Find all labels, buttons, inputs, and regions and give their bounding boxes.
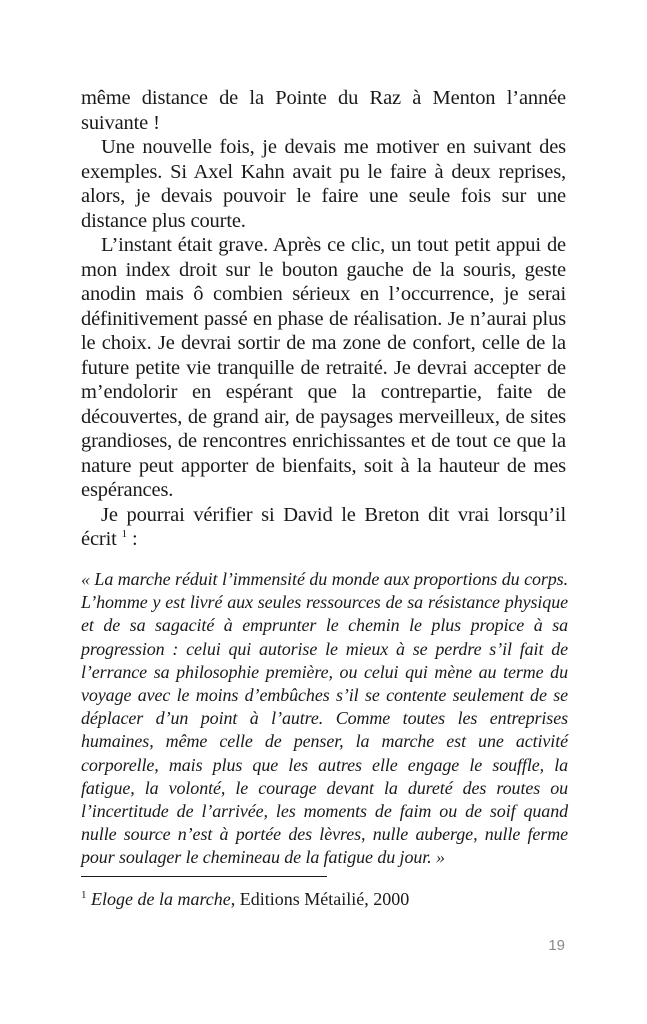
block-quote: « La marche réduit l’immensité du monde aux proportions du corps. L’homme y est livré aux seules ressources de sa résistance physique et de sa sagacité à emprunter le chemin le plus propice à sa progression : celui qui autorise le mieux à se perdre s’il fait de l’errance sa philosophie première, ou celui qui mène au terme du voyage avec le moins d’embûches s’il se contente seulement de se déplacer d’un point à l’autre. Comme toutes les entreprises humaines, même celle de penser, la marche est une activité corporelle, mais plus que les autres elle engage le souffle, la fatigue, la volonté, le courage devant la dureté des routes ou l’incertitude de l’arrivée, les moments de faim ou de soif quand nulle source n’est à portée des lèvres, nulle auberge, nulle ferme pour soulager le chemineau de la fatigue du jour. » <box>81 569 568 868</box>
paragraph-intro-quote <box>81 503 566 552</box>
footnote-book-title: Eloge de la marche <box>91 889 231 909</box>
footnote-number: 1 <box>81 889 87 901</box>
footnote-details: , Editions Métailié, 2000 <box>230 889 410 909</box>
footnote-reference[interactable]: 1 <box>121 528 128 541</box>
page-number: 19 <box>548 937 565 954</box>
paragraph: L’instant était grave. Après ce clic, un tout petit appui de mon index droit sur le bouton gauche de la souris, geste anodin mais ô combien sérieux en l’occurrence, je serai définitivement passé en phase de réalisation. Je n’aurai plus le choix. Je devrai sortir de ma zone de confort, celle de la future petite vie tranquille de retraité. Je devrai accepter de m’endolorir en espérant que la contrepartie, faite de découvertes, de grand air, de paysages merveilleux, de sites grandioses, de rencontres enrichissantes et de tout ce que la nature peut apporter de bienfaits, soit à la hauteur de mes espérances. <box>81 234 566 501</box>
footnote <box>81 887 566 911</box>
paragraph: Une nouvelle fois, je devais me motiver en suivant des exemples. Si Axel Kahn avait pu le faire à deux reprises, alors, je devais pouvoir le faire une seule fois sur une distance plus courte. <box>81 136 566 232</box>
paragraph-end: : <box>127 528 138 550</box>
main-text <box>81 86 566 552</box>
paragraph-text: Je pourrai vérifier si David le Breton dit vrai lorsqu’il écrit <box>81 503 566 550</box>
paragraph-continuation: même distance de la Pointe du Raz à Menton l’année suivante ! <box>81 87 566 134</box>
footnote-divider <box>81 876 327 877</box>
